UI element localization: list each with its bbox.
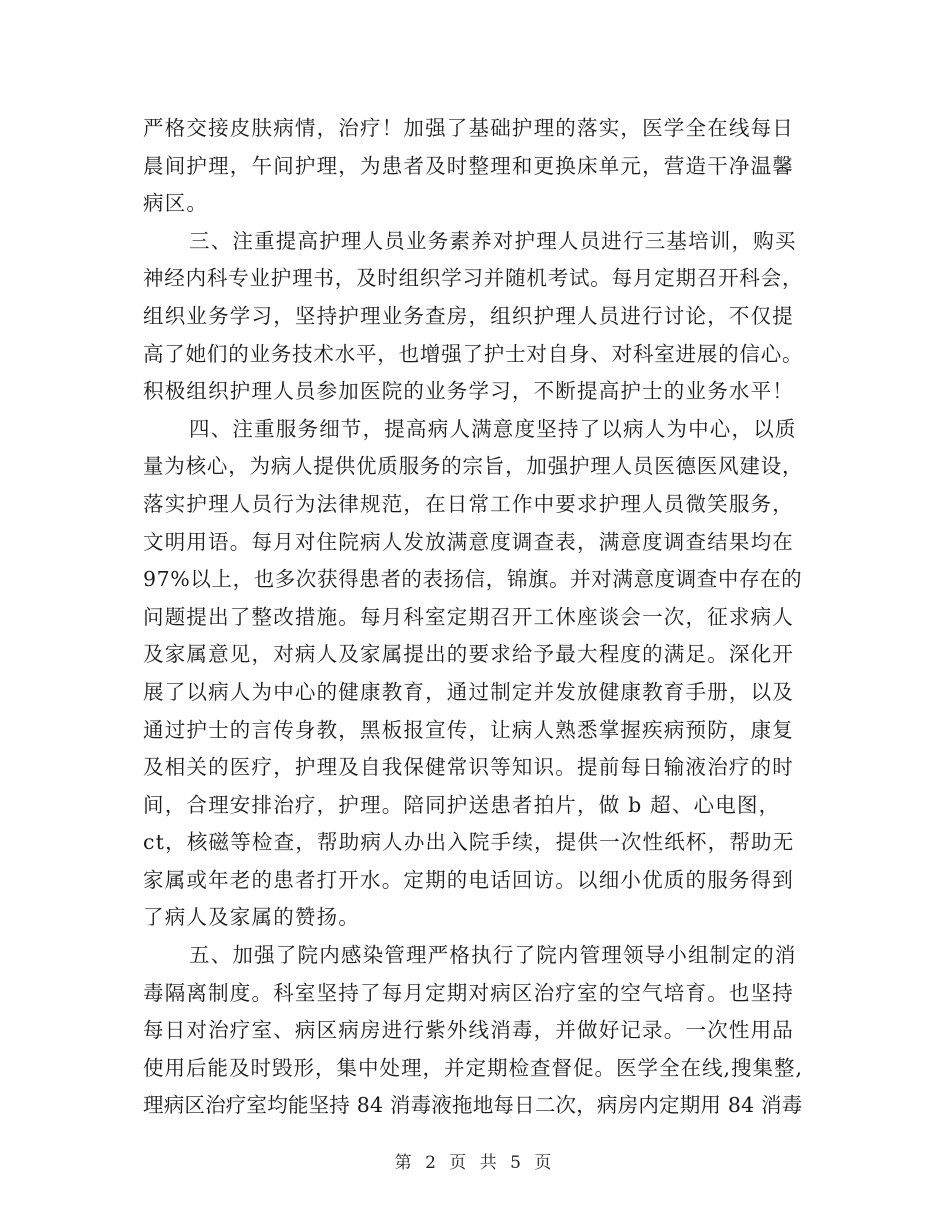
text-line: 展了以病人为中心的健康教育，通过制定并发放健康教育手册，以及 xyxy=(143,679,794,704)
text-line: 严格交接皮肤病情，治疗！加强了基础护理的落实，医学全在线每日 xyxy=(143,116,794,140)
text-line: 量为核心，为病人提供优质服务的宗旨，加强护理人员医德医风建设， xyxy=(143,454,804,479)
text-line: 家属或年老的患者打开水。定期的电话回访。以细小优质的服务得到 xyxy=(143,867,794,892)
text-line: 文明用语。每月对住院病人发放满意度调查表，满意度调查结果均在 xyxy=(143,529,794,554)
text-line: 神经内科专业护理书，及时组织学习并随机考试。每月定期召开科会， xyxy=(143,266,804,291)
document-body xyxy=(143,110,807,1125)
paragraph xyxy=(143,411,807,937)
text-line: 晨间护理，午间护理，为患者及时整理和更换床单元，营造干净温馨 xyxy=(143,153,794,178)
text-line: 通过护士的言传身教，黑板报宣传，让病人熟悉掌握疾病预防，康复 xyxy=(143,717,794,742)
text-line: 落实护理人员行为法律规范，在日常工作中要求护理人员微笑服务， xyxy=(143,491,794,516)
text-line: 使用后能及时毁形，集中处理，并定期检查督促。医学全在线,搜集整, xyxy=(143,1055,804,1080)
text-line: 高了她们的业务技术水平，也增强了护士对自身、对科室进展的信心。 xyxy=(143,341,804,366)
paragraph xyxy=(143,937,807,1125)
text-line: 每日对治疗室、病区病房进行紫外线消毒，并做好记录。一次性用品 xyxy=(143,1018,794,1043)
text-line: 了病人及家属的赞扬。 xyxy=(143,905,360,930)
text-line: 问题提出了整改措施。每月科室定期召开工休座谈会一次，征求病人 xyxy=(143,604,794,629)
text-line: ct，核磁等检查，帮助病人办出入院手续，提供一次性纸杯，帮助无 xyxy=(143,830,795,855)
text-line: 97%以上，也多次获得患者的表扬信，锦旗。并对满意度调查中存在的 xyxy=(143,567,803,592)
text-line: 理病区治疗室均能坚持 84 消毒液拖地每日二次，病房内定期用 84 消毒 xyxy=(143,1093,803,1118)
paragraph xyxy=(143,223,807,411)
text-line: 毒隔离制度。科室坚持了每月定期对病区治疗室的空气培育。也坚持 xyxy=(143,980,794,1005)
text-line: 五、加强了院内感染管理严格执行了院内管理领导小组制定的消 xyxy=(189,943,797,968)
text-line: 及相关的医疗，护理及自我保健常识等知识。提前每日输液治疗的时 xyxy=(143,755,794,780)
text-line: 四、注重服务细节，提高病人满意度坚持了以病人为中心，以质 xyxy=(189,416,797,441)
page-number-footer: 第 2 页 共 5 页 xyxy=(394,1153,556,1173)
text-line: 组织业务学习，坚持护理业务查房，组织护理人员进行讨论，不仅提 xyxy=(143,303,794,328)
paragraph xyxy=(143,110,807,223)
text-line: 积极组织护理人员参加医院的业务学习，不断提高护士的业务水平！ xyxy=(143,379,794,404)
text-line: 及家属意见，对病人及家属提出的要求给予最大程度的满足。深化开 xyxy=(143,642,794,667)
text-line: 间，合理安排治疗，护理。陪同护送患者拍片，做 b 超、心电图， xyxy=(143,792,781,817)
text-line: 三、注重提高护理人员业务素养对护理人员进行三基培训，购买 xyxy=(189,228,797,253)
text-line: 病区。 xyxy=(143,191,209,216)
